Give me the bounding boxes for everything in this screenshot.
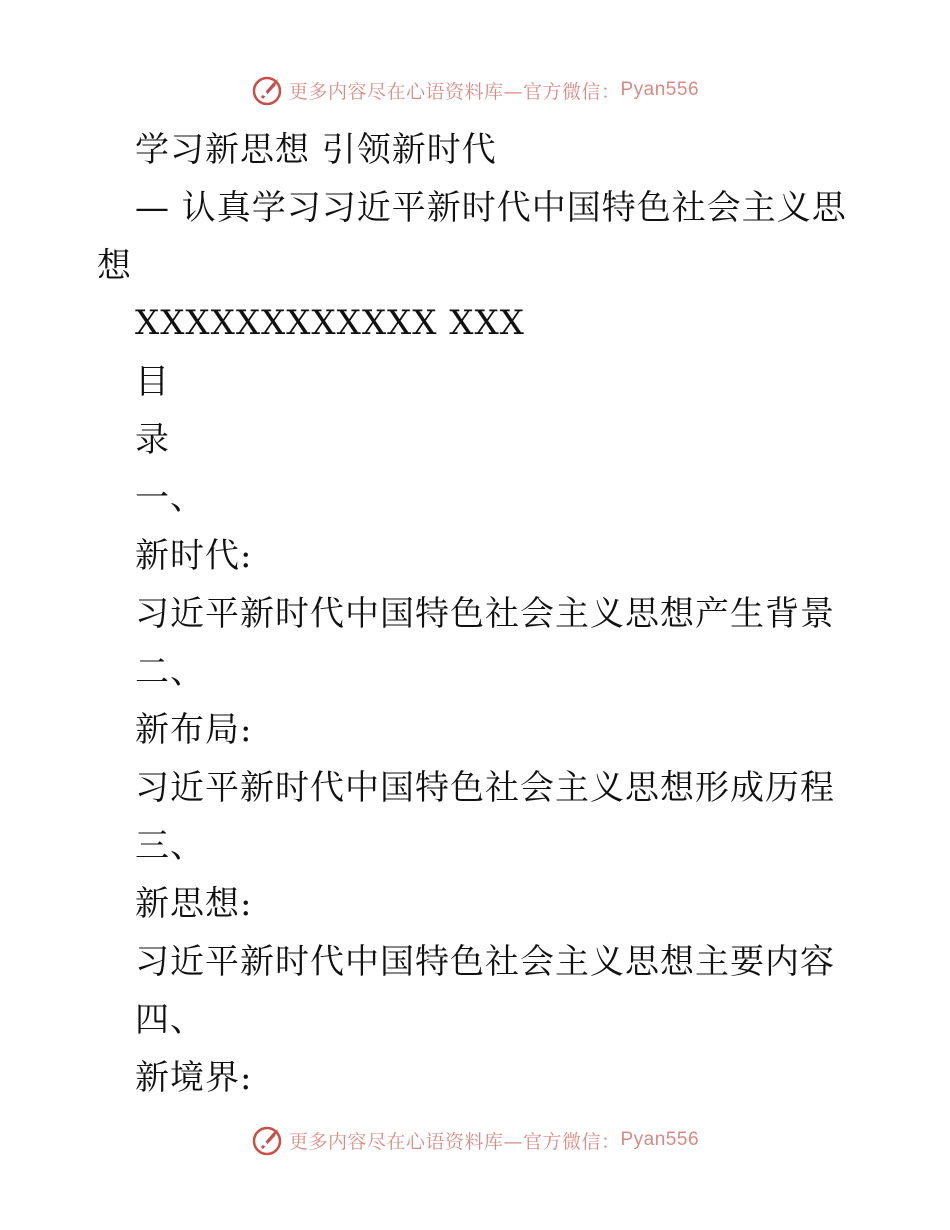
section-3-heading: 新思想: <box>135 884 253 924</box>
watermark-wechat-id: Pyan556 <box>620 79 700 100</box>
section-2-number: 二、 <box>135 652 205 692</box>
section-3-subtitle: 习近平新时代中国特色社会主义思想主要内容 <box>135 942 835 982</box>
section-1-subtitle: 习近平新时代中国特色社会主义思想产生背景 <box>135 594 835 634</box>
pen-nib-logo-icon <box>251 1123 285 1157</box>
section-4-number: 四、 <box>135 1000 205 1040</box>
document-subtitle: — 认真学习习近平新时代中国特色社会主义思 <box>135 188 847 228</box>
footer-watermark <box>0 1120 950 1160</box>
document-subtitle-wrap: 想 <box>97 246 132 286</box>
section-2-subtitle: 习近平新时代中国特色社会主义思想形成历程 <box>135 768 835 808</box>
watermark-text: 更多内容尽在心语资料库—官方微信： <box>288 80 621 103</box>
section-1-number: 一、 <box>135 478 205 518</box>
section-1-heading: 新时代: <box>135 536 253 576</box>
watermark-wechat-id: Pyan556 <box>620 1129 700 1150</box>
section-4-heading: 新境界: <box>135 1058 253 1098</box>
section-3-number: 三、 <box>135 826 205 866</box>
document-author: XXXXXXXXXXXX XXX <box>135 303 525 343</box>
header-watermark <box>0 70 950 110</box>
pen-nib-logo-icon <box>251 73 285 107</box>
document-title: 学习新思想 引领新时代 <box>135 130 497 170</box>
section-2-heading: 新布局: <box>135 710 253 750</box>
watermark-text: 更多内容尽在心语资料库—官方微信： <box>288 1130 621 1153</box>
toc-label-lu: 录 <box>135 420 170 460</box>
toc-label-mu: 目 <box>135 362 170 402</box>
